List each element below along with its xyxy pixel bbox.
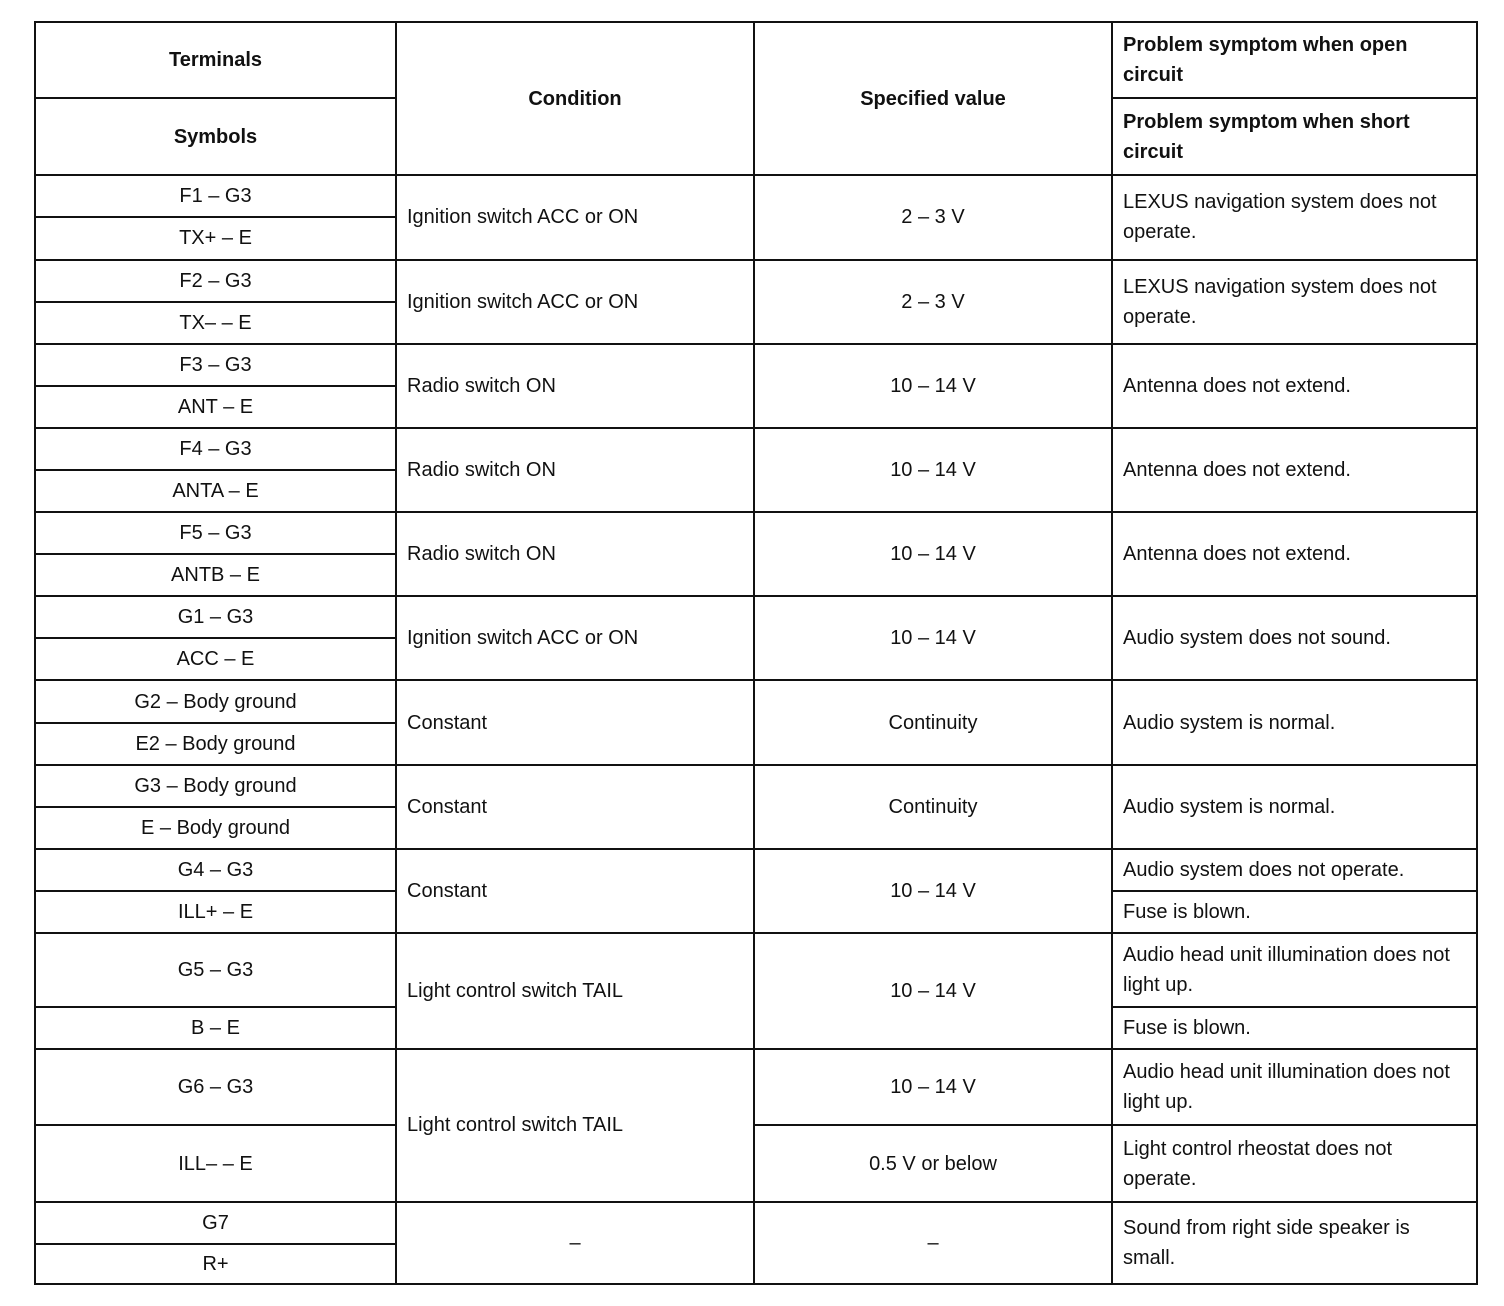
terminal-cell: G3 – Body ground xyxy=(35,765,396,807)
terminal-cell: G4 – G3 xyxy=(35,849,396,891)
header-symbols: Symbols xyxy=(35,98,396,175)
value-cell: 2 – 3 V xyxy=(754,175,1112,259)
condition-cell: – xyxy=(396,1202,754,1284)
symptom-cell: Audio system is normal. xyxy=(1112,765,1477,849)
terminal-cell: G6 – G3 xyxy=(35,1049,396,1125)
symptom-cell: Audio system does not sound. xyxy=(1112,596,1477,680)
table-row xyxy=(35,512,1477,554)
terminal-cell: G2 – Body ground xyxy=(35,680,396,722)
symbol-cell: ILL– – E xyxy=(35,1125,396,1201)
terminal-cell: F2 – G3 xyxy=(35,260,396,302)
symbol-cell: B – E xyxy=(35,1007,396,1049)
table-row xyxy=(35,596,1477,638)
table-row xyxy=(35,175,1477,217)
condition-cell: Ignition switch ACC or ON xyxy=(396,596,754,680)
value-cell: Continuity xyxy=(754,765,1112,849)
value-cell: 10 – 14 V xyxy=(754,1049,1112,1125)
symptom-cell: LEXUS navigation system does not operate. xyxy=(1112,260,1477,344)
value-cell: – xyxy=(754,1202,1112,1284)
table-row xyxy=(35,933,1477,1007)
condition-cell: Light control switch TAIL xyxy=(396,933,754,1049)
symptom-open-cell: Audio head unit illumination does not light up. xyxy=(1112,933,1477,1007)
table-row xyxy=(35,1125,1477,1201)
symbol-cell: TX– – E xyxy=(35,302,396,344)
value-cell: 10 – 14 V xyxy=(754,596,1112,680)
header-open-circuit: Problem symptom when open circuit xyxy=(1112,22,1477,98)
value-cell: 10 – 14 V xyxy=(754,428,1112,512)
terminal-cell: F3 – G3 xyxy=(35,344,396,386)
value-cell: 10 – 14 V xyxy=(754,344,1112,428)
terminal-cell: F1 – G3 xyxy=(35,175,396,217)
symbol-cell: ANT – E xyxy=(35,386,396,428)
symbol-cell: ACC – E xyxy=(35,638,396,680)
header-specified-value: Specified value xyxy=(754,22,1112,175)
symbol-cell: TX+ – E xyxy=(35,217,396,259)
symptom-cell: Antenna does not extend. xyxy=(1112,344,1477,428)
table-row xyxy=(35,344,1477,386)
terminal-cell: G7 xyxy=(35,1202,396,1244)
symptom-open-cell: Audio system does not operate. xyxy=(1112,849,1477,891)
symptom-cell: Audio system is normal. xyxy=(1112,680,1477,764)
header-short-circuit: Problem symptom when short circuit xyxy=(1112,98,1477,175)
value-cell: 10 – 14 V xyxy=(754,849,1112,933)
condition-cell: Ignition switch ACC or ON xyxy=(396,260,754,344)
symbol-cell: ILL+ – E xyxy=(35,891,396,933)
table-row xyxy=(35,1049,1477,1125)
symptom-cell: Audio head unit illumination does not light up. xyxy=(1112,1049,1477,1125)
symptom-cell: Antenna does not extend. xyxy=(1112,428,1477,512)
condition-cell: Radio switch ON xyxy=(396,512,754,596)
table-row xyxy=(35,260,1477,302)
table-row xyxy=(35,765,1477,807)
terminal-cell: F4 – G3 xyxy=(35,428,396,470)
table-row xyxy=(35,428,1477,470)
symbol-cell: E – Body ground xyxy=(35,807,396,849)
table-row xyxy=(35,1202,1477,1244)
symbol-cell: R+ xyxy=(35,1244,396,1284)
terminal-cell: G1 – G3 xyxy=(35,596,396,638)
symbol-cell: E2 – Body ground xyxy=(35,723,396,765)
condition-cell: Constant xyxy=(396,849,754,933)
symbol-cell: ANTB – E xyxy=(35,554,396,596)
condition-cell: Constant xyxy=(396,765,754,849)
symbol-cell: ANTA – E xyxy=(35,470,396,512)
symptom-short-cell: Fuse is blown. xyxy=(1112,891,1477,933)
symptom-cell: Antenna does not extend. xyxy=(1112,512,1477,596)
symptom-cell: LEXUS navigation system does not operate. xyxy=(1112,175,1477,259)
symptom-short-cell: Fuse is blown. xyxy=(1112,1007,1477,1049)
terminal-cell: G5 – G3 xyxy=(35,933,396,1007)
terminal-spec-table xyxy=(34,21,1478,1285)
value-cell: 2 – 3 V xyxy=(754,260,1112,344)
condition-cell: Constant xyxy=(396,680,754,764)
header-condition: Condition xyxy=(396,22,754,175)
table-row xyxy=(35,849,1477,891)
header-terminals: Terminals xyxy=(35,22,396,98)
condition-cell: Radio switch ON xyxy=(396,428,754,512)
header-row xyxy=(35,22,1477,98)
value-cell: Continuity xyxy=(754,680,1112,764)
terminal-cell: F5 – G3 xyxy=(35,512,396,554)
value-cell: 0.5 V or below xyxy=(754,1125,1112,1201)
symptom-cell: Light control rheostat does not operate. xyxy=(1112,1125,1477,1201)
condition-cell: Light control switch TAIL xyxy=(396,1049,754,1201)
condition-cell: Radio switch ON xyxy=(396,344,754,428)
condition-cell: Ignition switch ACC or ON xyxy=(396,175,754,259)
value-cell: 10 – 14 V xyxy=(754,512,1112,596)
value-cell: 10 – 14 V xyxy=(754,933,1112,1049)
table-row xyxy=(35,680,1477,722)
symptom-cell: Sound from right side speaker is small. xyxy=(1112,1202,1477,1284)
